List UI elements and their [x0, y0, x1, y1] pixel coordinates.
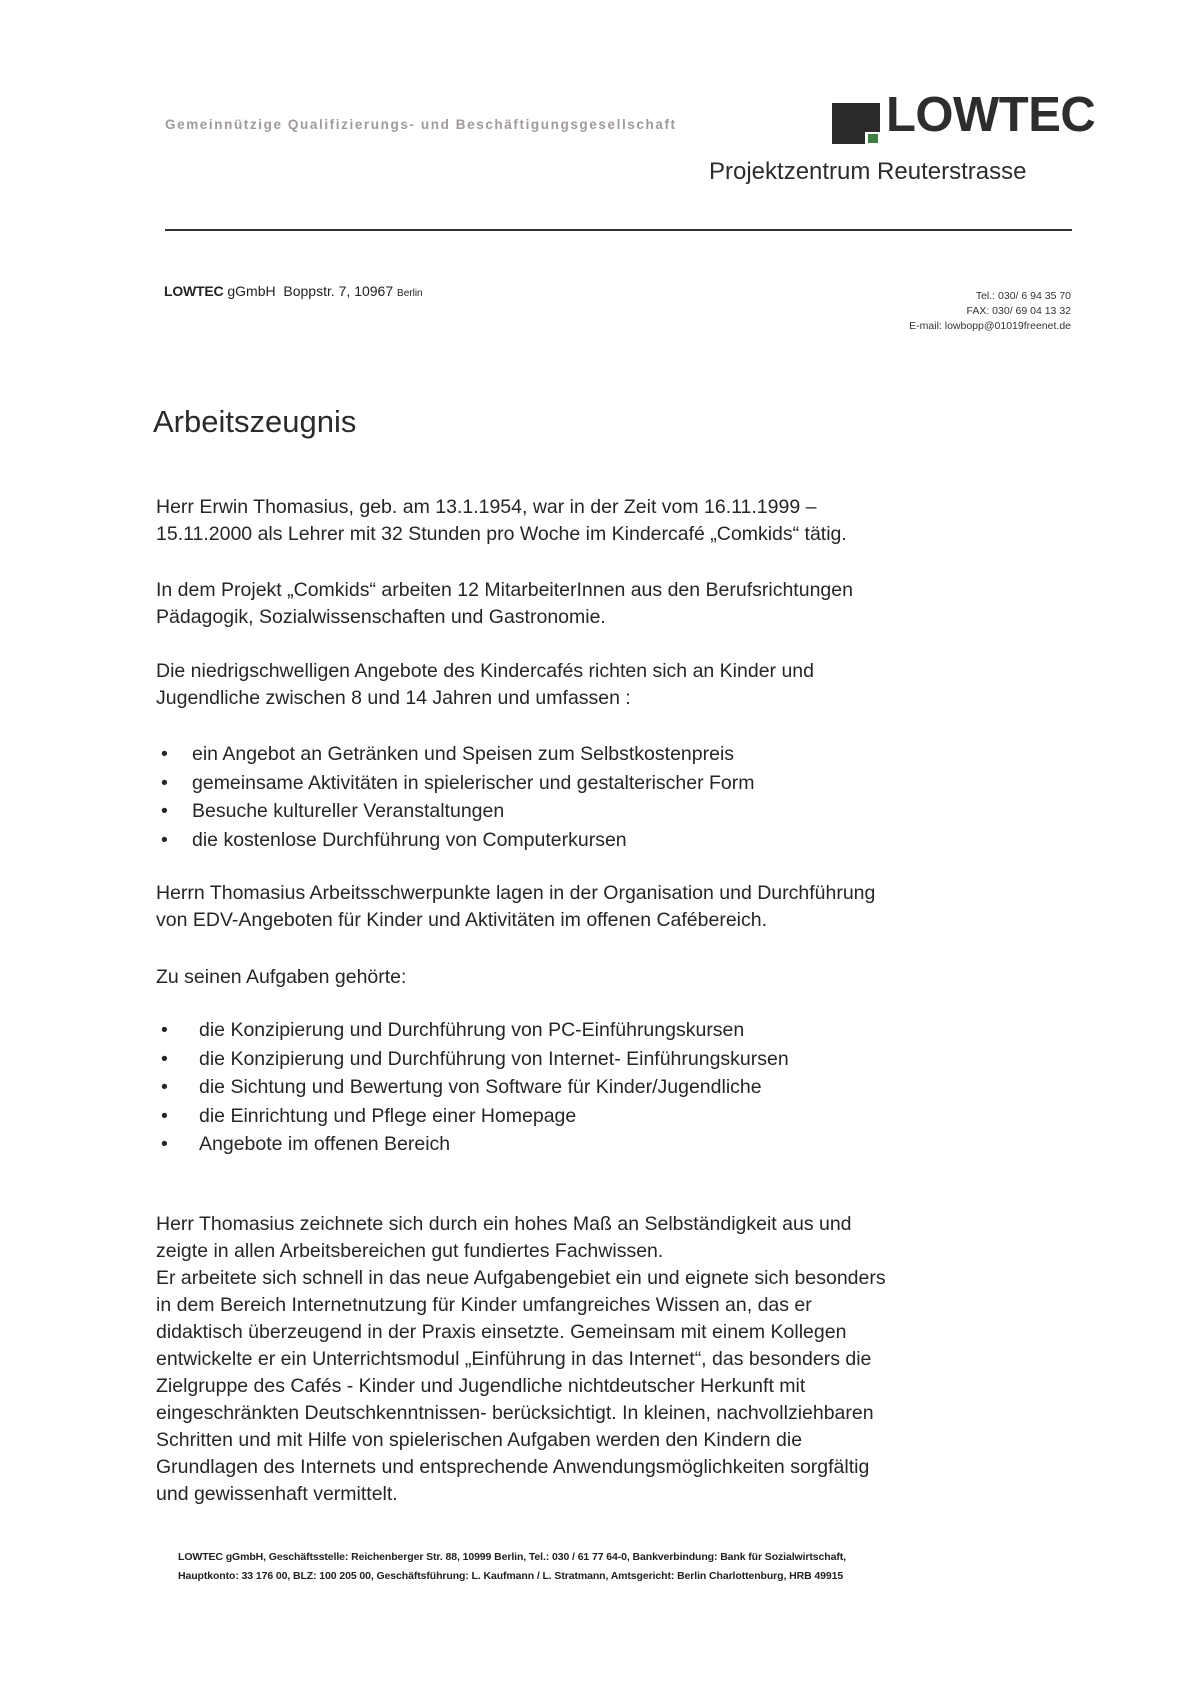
text-line: Die niedrigschwelligen Angebote des Kindercafés richten sich an Kinder und — [156, 660, 814, 682]
company-logo-text: LOWTEC — [886, 88, 1096, 142]
text-line: Pädagogik, Sozialwissenschaften und Gastronomie. — [156, 606, 606, 628]
list-item: • die Sichtung und Bewertung von Software für Kinder/Jugendliche — [199, 1073, 789, 1102]
text-line: Zu seinen Aufgaben gehörte: — [156, 966, 407, 988]
sender-street: Boppstr. 7, 10967 — [283, 283, 394, 299]
contact-fax: FAX: 030/ 69 04 13 32 — [966, 305, 1071, 317]
document-title: Arbeitszeugnis — [153, 404, 357, 439]
tasks-list — [161, 1016, 789, 1159]
list-item: • gemeinsame Aktivitäten in spielerischer und gestalterischer Form — [192, 769, 755, 798]
sender-city: Berlin — [397, 288, 423, 299]
project-paragraph — [156, 577, 1056, 631]
evaluation-paragraph — [156, 1211, 1056, 1508]
bullet-icon: • — [161, 1076, 168, 1098]
tasks-intro — [156, 964, 1056, 991]
list-item: • die Einrichtung und Pflege einer Homepage — [199, 1102, 789, 1131]
list-item: • die Konzipierung und Durchführung von Internet- Einführungskursen — [199, 1045, 789, 1074]
text-line: Herrn Thomasius Arbeitsschwerpunkte lagen in der Organisation und Durchführung — [156, 882, 876, 904]
bullet-icon: • — [161, 771, 168, 794]
text-line: von EDV-Angeboten für Kinder und Aktivitäten im offenen Cafébereich. — [156, 909, 768, 931]
list-item: • ein Angebot an Getränken und Speisen zum Selbstkostenpreis — [192, 740, 755, 769]
sender-address — [164, 283, 423, 299]
text-line: eingeschränkten Deutschkenntnissen- berücksichtigt. In kleinen, nachvollziehbaren — [156, 1402, 874, 1424]
sender-company: LOWTEC — [164, 283, 224, 299]
list-item: • Besuche kultureller Veranstaltungen — [192, 797, 755, 826]
contact-block — [909, 289, 1071, 334]
text-line: didaktisch überzeugend in der Praxis einsetzte. Gemeinsam mit einem Kollegen — [156, 1321, 847, 1343]
bullet-icon: • — [161, 800, 168, 822]
bullet-icon: • — [161, 828, 168, 851]
text-line: entwickelte er ein Unterrichtsmodul „Einführung in das Internet“, das besonders die — [156, 1348, 872, 1370]
focus-paragraph — [156, 880, 1056, 934]
text-line: Grundlagen des Internets und entsprechende Anwendungsmöglichkeiten sorgfältig — [156, 1456, 870, 1478]
header-divider — [165, 229, 1072, 231]
sender-company-suffix: gGmbH — [223, 283, 276, 299]
text-line: und gewissenhaft vermittelt. — [156, 1483, 398, 1505]
footer-line: Hauptkonto: 33 176 00, BLZ: 100 205 00, Geschäftsführung: L. Kaufmann / L. Stratmann, Amtsgericht: Berlin Charlottenburg, HRB 49915 — [178, 1570, 844, 1582]
intro-paragraph — [156, 494, 1056, 548]
offers-intro-paragraph — [156, 658, 1056, 712]
contact-tel: Tel.: 030/ 6 94 35 70 — [975, 290, 1071, 302]
contact-email: E-mail: lowbopp@01019freenet.de — [909, 320, 1071, 332]
text-line: In dem Projekt „Comkids“ arbeiten 12 MitarbeiterInnen aus den Berufsrichtungen — [156, 579, 853, 601]
project-center-name: Projektzentrum Reuterstrasse — [709, 158, 1027, 185]
bullet-icon: • — [161, 1104, 168, 1127]
text-line: Schritten und mit Hilfe von spielerischen Aufgaben werden den Kindern die — [156, 1429, 803, 1451]
text-line: in dem Bereich Internetnutzung für Kinder umfangreiches Wissen an, das er — [156, 1294, 812, 1316]
list-item: • die Konzipierung und Durchführung von PC-Einführungskursen — [199, 1016, 789, 1045]
bullet-icon: • — [161, 1019, 168, 1041]
text-line: zeigte in allen Arbeitsbereichen gut fundiertes Fachwissen. — [156, 1240, 664, 1262]
list-item: • Angebote im offenen Bereich — [199, 1130, 789, 1159]
text-line: 15.11.2000 als Lehrer mit 32 Stunden pro Woche im Kindercafé „Comkids“ tätig. — [156, 523, 847, 545]
company-footer — [178, 1548, 846, 1586]
offers-list — [161, 740, 755, 854]
text-line: Herr Thomasius zeichnete sich durch ein hohes Maß an Selbständigkeit aus und — [156, 1213, 852, 1235]
company-tagline: Gemeinnützige Qualifizierungs- und Beschäftigungsgesellschaft — [165, 117, 677, 132]
footer-line: LOWTEC gGmbH, Geschäftsstelle: Reichenberger Str. 88, 10999 Berlin, Tel.: 030 / 61 77 64-0, Bankverbindung: Bank für Sozialwirtschaft, — [178, 1551, 846, 1563]
text-line: Herr Erwin Thomasius, geb. am 13.1.1954, war in der Zeit vom 16.11.1999 – — [156, 496, 817, 518]
square-logo-icon — [832, 103, 880, 144]
text-line: Er arbeitete sich schnell in das neue Aufgabengebiet ein und eignete sich besonders — [156, 1267, 886, 1289]
bullet-icon: • — [161, 743, 168, 765]
bullet-icon: • — [161, 1047, 168, 1070]
text-line: Zielgruppe des Cafés - Kinder und Jugendliche nichtdeutscher Herkunft mit — [156, 1375, 806, 1397]
bullet-icon: • — [161, 1133, 168, 1155]
text-line: Jugendliche zwischen 8 und 14 Jahren und umfassen : — [156, 687, 631, 709]
list-item: • die kostenlose Durchführung von Computerkursen — [192, 826, 755, 855]
